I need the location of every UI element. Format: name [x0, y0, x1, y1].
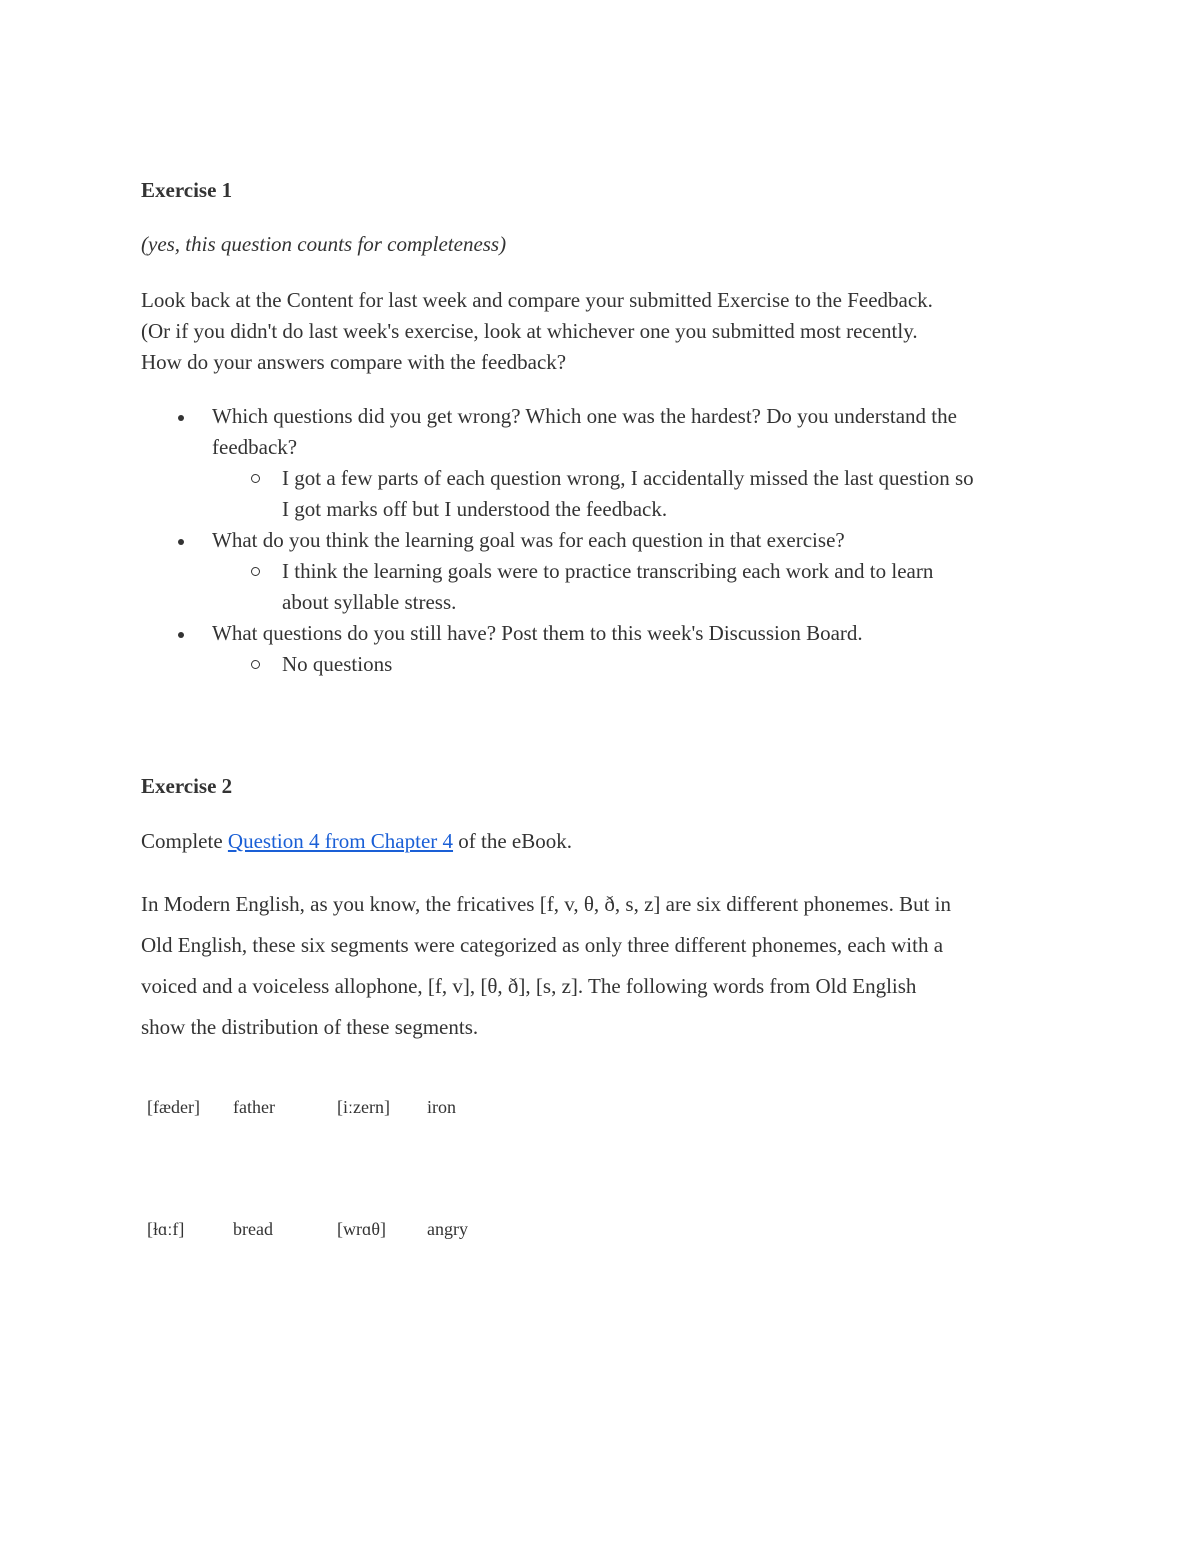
answer-list: [212, 463, 1071, 525]
question-list: [141, 401, 1071, 680]
question-text: Which questions did you get wrong? Which one was the hardest? Do you understand the: [212, 404, 957, 428]
answer-list: [212, 556, 1071, 618]
question-text: What questions do you still have? Post them to this week's Discussion Board.: [212, 621, 863, 645]
intro-line: Look back at the Content for last week and compare your submitted Exercise to the Feedback.: [141, 288, 933, 312]
question-text: feedback?: [212, 435, 298, 459]
answer-text: I got a few parts of each question wrong, I accidentally missed the last question so: [282, 466, 974, 490]
question-text: What do you think the learning goal was for each question in that exercise?: [212, 528, 845, 552]
exercise-1-heading: Exercise 1: [141, 178, 233, 202]
word-gloss: father: [233, 1097, 275, 1117]
word-gloss: bread: [233, 1219, 273, 1239]
exercise-2-body: [141, 884, 1081, 1048]
exercise-2-heading: Exercise 2: [141, 774, 233, 798]
ipa-transcription: [iːzern]: [337, 1097, 390, 1117]
question-item: [141, 618, 1071, 680]
answer-text: I got marks off but I understood the feedback.: [282, 497, 668, 521]
body-line: show the distribution of these segments.: [141, 1015, 479, 1039]
word-row: [147, 1097, 747, 1123]
body-line: Old English, these six segments were categorized as only three different phonemes, each with a: [141, 933, 944, 957]
answer-item: [212, 556, 1071, 618]
answer-text: No questions: [282, 652, 393, 676]
exercise-2-instruction: [141, 826, 1071, 857]
body-line: voiced and a voiceless allophone, [f, v], [θ, ð], [s, z]. The following words from Old English: [141, 974, 917, 998]
question-item: [141, 401, 1071, 525]
word-gloss: angry: [427, 1219, 468, 1239]
ipa-transcription: [fæder]: [147, 1097, 200, 1117]
word-row: [147, 1219, 747, 1245]
answer-item: [212, 463, 1071, 525]
chapter-question-link[interactable]: Question 4 from Chapter 4: [227, 829, 454, 853]
exercise-1-intro: [141, 285, 1071, 378]
answer-text: about syllable stress.: [282, 590, 457, 614]
ipa-transcription: [ɫɑːf]: [147, 1219, 185, 1239]
intro-line: How do your answers compare with the feedback?: [141, 350, 567, 374]
answer-text: I think the learning goals were to practice transcribing each work and to learn: [282, 559, 934, 583]
exercise-1-subtitle: (yes, this question counts for completeness): [141, 232, 507, 256]
body-line: In Modern English, as you know, the fricatives [f, v, θ, ð, s, z] are six different phonemes. But in: [141, 892, 952, 916]
ipa-transcription: [wrɑθ]: [337, 1219, 387, 1239]
answer-list: [212, 649, 1071, 680]
instruction-line: [141, 826, 1071, 857]
intro-line: (Or if you didn't do last week's exercise, look at whichever one you submitted most recently.: [141, 319, 918, 343]
instruction-suffix: of the eBook.: [453, 829, 573, 853]
answer-item: [212, 649, 1071, 680]
question-item: [141, 525, 1071, 618]
instruction-prefix: Complete: [141, 829, 228, 853]
word-gloss: iron: [427, 1097, 456, 1117]
